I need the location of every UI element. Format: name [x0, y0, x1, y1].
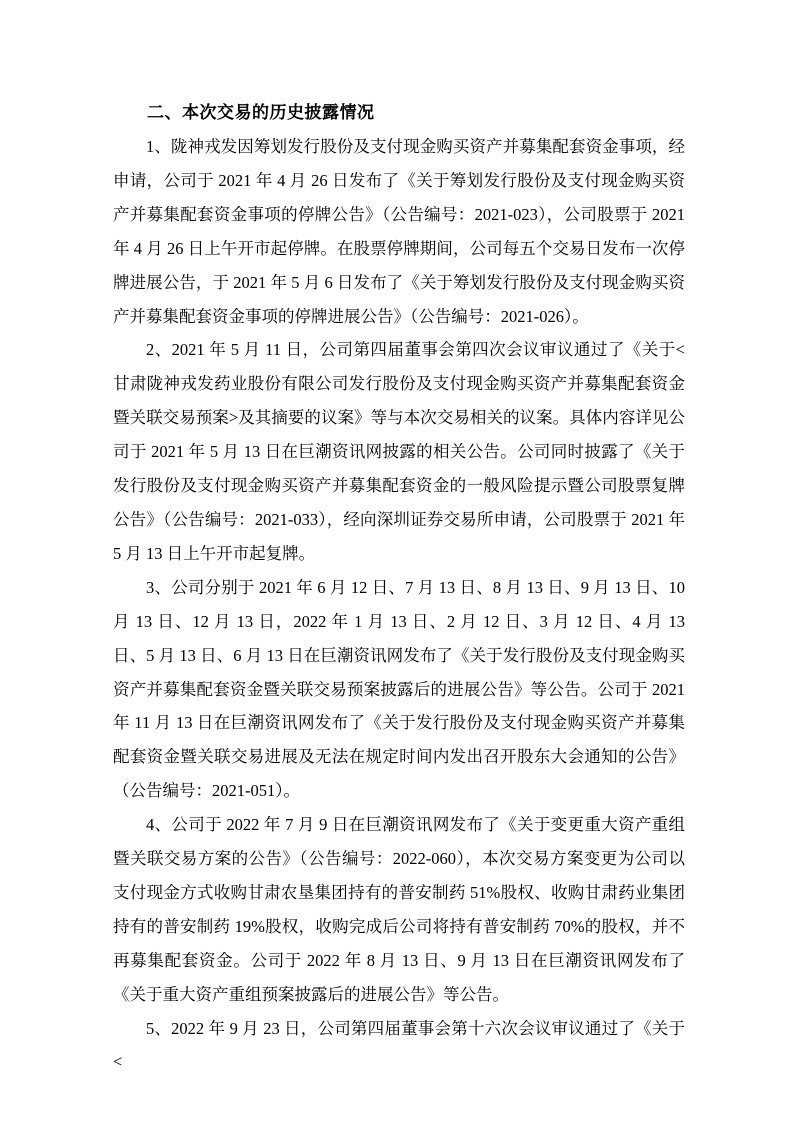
section-heading: 二、本次交易的历史披露情况 — [147, 103, 375, 122]
document-paragraph-5: 5、2022 年 9 月 23 日，公司第四届董事会第十六次会议审议通过了《关于< — [113, 1018, 685, 1072]
document-paragraph-2: 2、2021 年 5 月 11 日，公司第四届董事会第四次会议审议通过了《关于<甘肃陇神戎发药业股份有限公司发行股份及支付现金购买资产并募集配套资金暨关联交易预案>及其摘要的议案》等与本次交易相关的议案。具体内容详见公司于 2021 年 5 月 13 日在巨潮资讯网披露的相关公告。公司同时披露了《关于发行股份及支付现金购买资产并募集配套资金的一般风险提示暨公司股票复牌公告》（公告编号：2021-033），经向深圳证券交易所申请，公司股票于 2021 年 5 月 13 日上午开市起复牌。 — [113, 340, 685, 563]
document-paragraph-4: 4、公司于 2022 年 7 月 9 日在巨潮资讯网发布了《关于变更重大资产重组暨关联交易方案的公告》（公告编号：2022-060），本次交易方案变更为公司以支付现金方式收购甘肃农垦集团持有的普安制药 51%股权、收购甘肃药业集团持有的普安制药 19%股权，收购完成后公司将持有普安制药 70%的股权，并不再募集配套资金。公司于 2022 年 8 月 13 日、9 月 13 日在巨潮资讯网发布了《关于重大资产重组预案披露后的进展公告》等公告。 — [113, 815, 685, 1004]
document-paragraph-1: 1、陇神戎发因筹划发行股份及支付现金购买资产并募集配套资金事项，经申请，公司于 2021 年 4 月 26 日发布了《关于筹划发行股份及支付现金购买资产并募集配套资金事项的停牌公告》（公告编号：2021-023），公司股票于 2021 年 4 月 26 日上午开市起停牌。在股票停牌期间，公司每五个交易日发布一次停牌进展公告，于 2021 年 5 月 6 日发布了《关于筹划发行股份及支付现金购买资产并募集配套资金事项的停牌进展公告》（公告编号：2021-026）。 — [113, 137, 685, 326]
document-paragraph-3: 3、公司分别于 2021 年 6 月 12 日、7 月 13 日、8 月 13 日、9 月 13 日、10 月 13 日、12 月 13 日，2022 年 1 月 13 日、2 月 12 日、3 月 12 日、4 月 13 日、5 月 13 日、6 月 13 日在巨潮资讯网发布了《关于发行股份及支付现金购买资产并募集配套资金暨关联交易预案披露后的进展公告》等公告。公司于 2021 年 11 月 13 日在巨潮资讯网发布了《关于发行股份及支付现金购买资产并募集配套资金暨关联交易进展及无法在规定时间内发出召开股东大会通知的公告》（公告编号：2021-051）。 — [113, 577, 685, 801]
